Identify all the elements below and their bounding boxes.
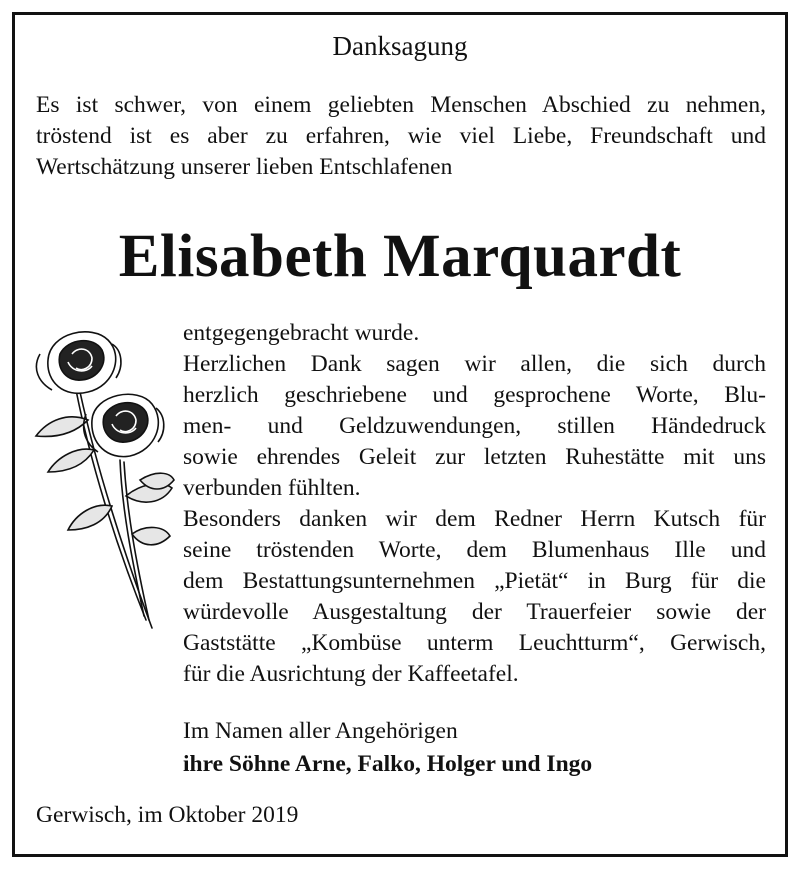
intro-paragraph [36,90,766,183]
body-line: Besonders danken wir dem Redner Herrn Kutsch für [183,506,766,532]
intro-line: Wertschätzung unserer lieben Entschlafenen [36,154,453,180]
place-date: Gerwisch, im Oktober 2019 [36,802,299,828]
body-line: würdevolle Ausgestaltung der Trauerfeier sowie der [183,599,766,625]
roses-icon [28,320,176,636]
body-line: seine tröstenden Worte, dem Blumenhaus Ille und [183,537,766,563]
intro-line: Es ist schwer, von einem geliebten Menschen Abschied zu nehmen, [36,92,766,118]
body-line: dem Bestattungsunternehmen „Pietät“ in Burg für die [183,568,766,594]
body-line: herzlich geschriebene und gesprochene Worte, Blu- [183,382,766,408]
body-line: verbunden fühlten. [183,475,361,501]
thanks-paragraph [183,318,766,690]
signature-names: ihre Söhne Arne, Falko, Holger und Ingo [183,751,593,777]
deceased-name: Elisabeth Marquardt [118,223,682,290]
intro-line: tröstend ist es aber zu erfahren, wie viel Liebe, Freundschaft und [36,123,766,149]
body-line: für die Ausrichtung der Kaffeetafel. [183,661,519,687]
notice-heading: Danksagung [332,31,468,61]
signature-lead: Im Namen aller Angehörigen [183,718,458,744]
body-line: entgegengebracht wurde. [183,320,420,346]
body-line: sowie ehrendes Geleit zur letzten Ruhestätte mit uns [183,444,766,470]
body-line: Herzlichen Dank sagen wir allen, die sich durch [183,351,766,377]
body-line: Gaststätte „Kombüse unterm Leuchtturm“, Gerwisch, [183,630,766,656]
body-line: men- und Geldzuwendungen, stillen Händedruck [183,413,766,439]
